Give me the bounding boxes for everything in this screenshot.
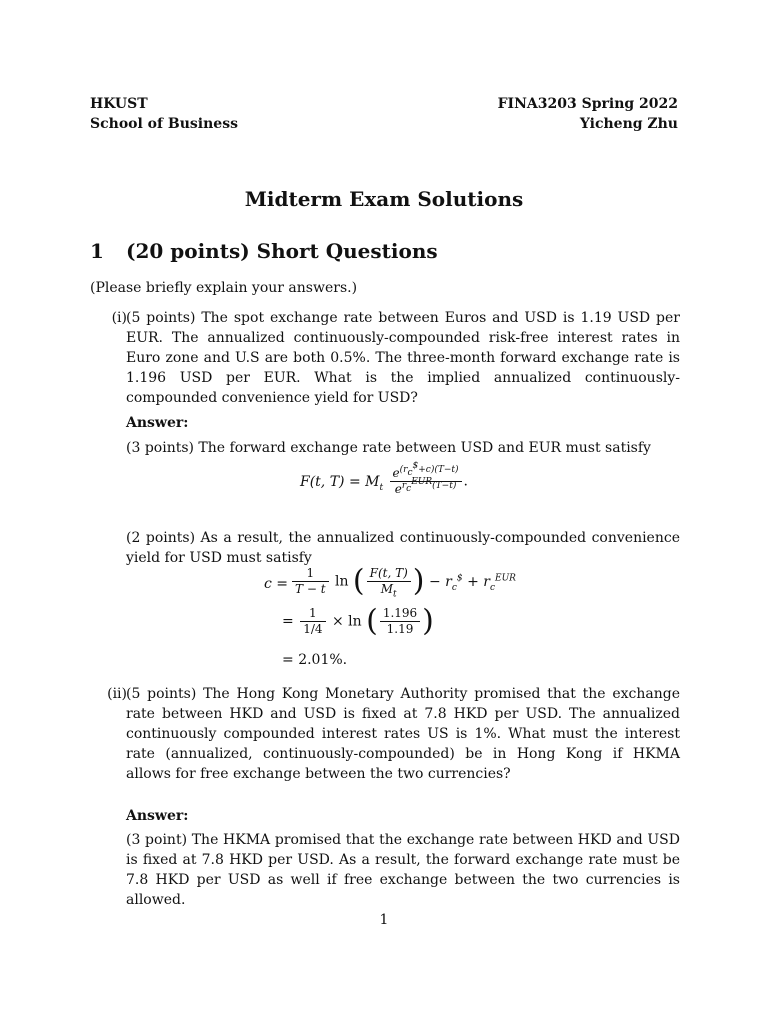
- header-institution: [90, 94, 238, 134]
- instructions: (Please briefly explain your answers.): [90, 280, 358, 296]
- eq2-lhs: c =: [263, 576, 288, 592]
- question-label-i: (i): [111, 310, 127, 326]
- section-title: (20 points) Short Questions: [126, 239, 438, 263]
- page-number: 1: [379, 912, 389, 928]
- question-text-i: (5 points) The spot exchange rate between Euros and USD is 1.19 USD per EUR. The annualized continuously-compounded risk-free interest rates in Euro zone and U.S are both 0.5%. The three-month forward exchange rate is 1.196 USD per EUR. What is the implied annualized continuously-compounded convenience yield for USD?: [126, 310, 680, 406]
- header-course: [498, 94, 678, 134]
- document-title: Midterm Exam Solutions: [244, 187, 524, 211]
- equation-substitution: [0, 603, 768, 639]
- question-label-ii: (ii): [107, 686, 127, 702]
- header-school: School of Business: [90, 116, 238, 132]
- answer-i-part1: (3 points) The forward exchange rate between USD and EUR must satisfy: [126, 440, 651, 456]
- header-instructor: Yicheng Zhu: [579, 116, 678, 132]
- section-number: 1: [90, 239, 104, 263]
- header-university: HKUST: [90, 96, 148, 112]
- equation-convenience-yield: [0, 563, 768, 600]
- eq4-result: 2.01%.: [298, 652, 348, 668]
- answer-i-part2: (2 points) As a result, the annualized continuously-compounded convenience yield for USD must satisfy: [126, 530, 680, 566]
- eq1-lhs: F(t, $T) = M_t$: [300, 473, 384, 493]
- eq3-rhs: = $\frac{1}{1/4}$ × ln ( $\frac{1.196}{1.19}$ ): [282, 603, 434, 639]
- section-heading: [90, 237, 438, 265]
- answer-label-ii: Answer:: [126, 808, 189, 824]
- answer-label-i: Answer:: [126, 415, 189, 431]
- answer-ii-part1: (3 point) The HKMA promised that the exchange rate between HKD and USD is fixed at 7.8 HKD per USD. As a result, the forward exchange rate must be 7.8 HKD per USD as well if free exchange between the two currencies is allowed.: [126, 832, 680, 908]
- eq2-rhs: $\frac{1}{T - t}$ ln ( $\frac{F(t, T)}{M_t}$ ) − $r_c^{\$} + r_c^{EUR}$: [290, 566, 516, 597]
- question-text-ii: (5 points) The Hong Kong Monetary Authority promised that the exchange rate between HKD and USD is fixed at 7.8 HKD per USD. The annualized continuously compounded interest rates US is 1%. What must the interest rate (annualized, continuously-compounded) be in Hong Kong if HKMA allows for free exchange between the two currencies?: [126, 686, 680, 782]
- equation-result: = 2.01%.: [282, 652, 348, 668]
- eq1-fraction: $\frac{e^{(r_c^{\$}+c)(T-t)}}{e^{r_c^{EUR}(T-t)}}$: [390, 466, 462, 497]
- equation-forward-rate: F(t, $T) = M_t$ $\frac{e^{(r_c^{\$}+c)(T-t)}}{e^{r_c^{EUR}(T-t)}}$ .: [300, 461, 468, 496]
- header-course-code: FINA3203 Spring 2022: [497, 96, 678, 112]
